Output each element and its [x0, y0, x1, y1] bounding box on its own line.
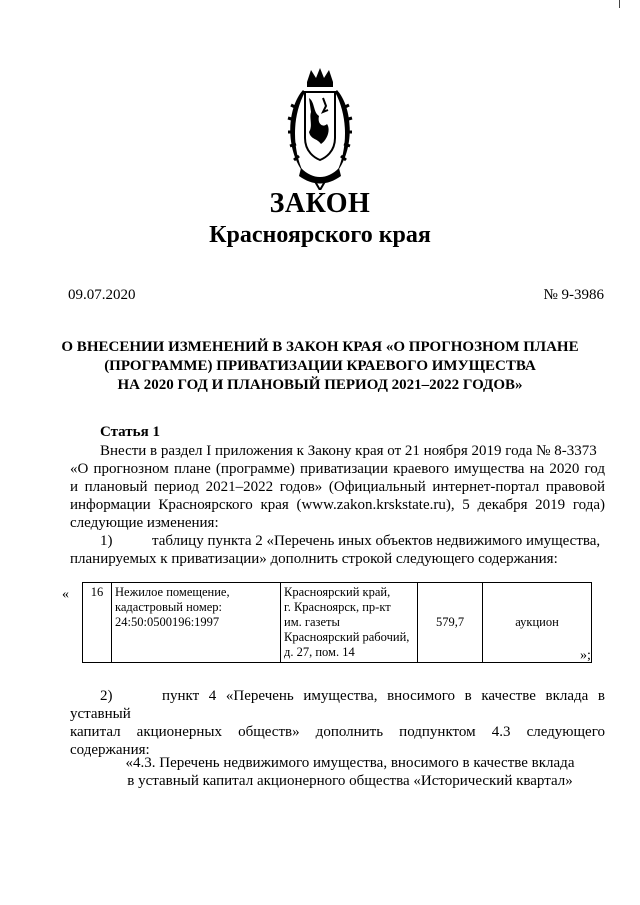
cell-line: Красноярский рабочий,: [284, 630, 410, 644]
cell-line: 24:50:0500196:1997: [115, 615, 220, 629]
item-2: [70, 687, 605, 759]
paragraph-line: капитал акционерных обществ» дополнить подпунктом 4.3 следующего: [70, 724, 605, 740]
cell-number: 16: [83, 583, 112, 663]
article-heading: Статья 1: [100, 424, 160, 440]
paragraph-line: содержания:: [70, 742, 150, 758]
heading-line: НА 2020 ГОД И ПЛАНОВЫЙ ПЕРИОД 2021–2022 ГОДОВ»: [117, 377, 523, 393]
table-row: [83, 583, 592, 663]
cell-line: Красноярский край,: [284, 585, 391, 599]
subsection-heading: [100, 754, 600, 790]
cell-address: [281, 583, 418, 663]
paragraph-line: информации Красноярского края (www.zakon.krskstate.ru), 5 декабря 2019 года): [70, 497, 605, 513]
law-heading: [40, 338, 600, 395]
paragraph-line: планируемых к приватизации» дополнить строкой следующего содержания:: [70, 551, 558, 567]
paragraph-line: и плановый период 2021–2022 годов» (Официальный интернет-портал правовой: [70, 479, 605, 495]
cell-line: им. газеты: [284, 615, 340, 629]
paragraph-line: пункт 4 «Перечень имущества, вносимого в качестве вклада в уставный: [70, 688, 605, 722]
law-title: ЗАКОН: [269, 188, 371, 219]
property-table: [82, 582, 592, 663]
law-number: № 9-3986: [543, 287, 604, 303]
paragraph-line: таблицу пункта 2 «Перечень иных объектов недвижимого имущества,: [152, 533, 601, 549]
item-number: 1): [100, 533, 113, 549]
cell-line: д. 27, пом. 14: [284, 645, 355, 659]
heading-line: (ПРОГРАММЕ) ПРИВАТИЗАЦИИ КРАЕВОГО ИМУЩЕСТВА: [104, 358, 536, 374]
intro-paragraph: [70, 442, 605, 532]
paragraph-line: «О прогнозном плане (программе) приватизации краевого имущества на 2020 год: [70, 461, 605, 477]
subsection-line: в уставный капитал акционерного общества «Исторический квартал»: [127, 773, 573, 789]
subsection-line: «4.3. Перечень недвижимого имущества, вносимого в качестве вклада: [125, 755, 575, 771]
cell-area: 579,7: [418, 583, 483, 663]
page-edge-mark: [619, 0, 620, 8]
close-quote: »;: [580, 648, 591, 663]
cell-line: кадастровый номер:: [115, 600, 223, 614]
cell-line: г. Красноярск, пр-кт: [284, 600, 391, 614]
item-number: 2): [100, 688, 113, 704]
item-1: [70, 532, 605, 568]
open-quote: «: [62, 587, 69, 602]
cell-name: [112, 583, 281, 663]
cell-method: аукцион: [483, 583, 592, 663]
coat-of-arms-icon: [283, 68, 357, 190]
cell-line: Нежилое помещение,: [115, 585, 230, 599]
paragraph-line: следующие изменения:: [70, 515, 219, 531]
paragraph-line: Внести в раздел I приложения к Закону края от 21 ноября 2019 года № 8-3373: [100, 443, 597, 459]
law-date: 09.07.2020: [68, 287, 136, 303]
heading-line: О ВНЕСЕНИИ ИЗМЕНЕНИЙ В ЗАКОН КРАЯ «О ПРОГНОЗНОМ ПЛАНЕ: [61, 339, 579, 355]
region-subtitle: Красноярского края: [209, 222, 431, 248]
